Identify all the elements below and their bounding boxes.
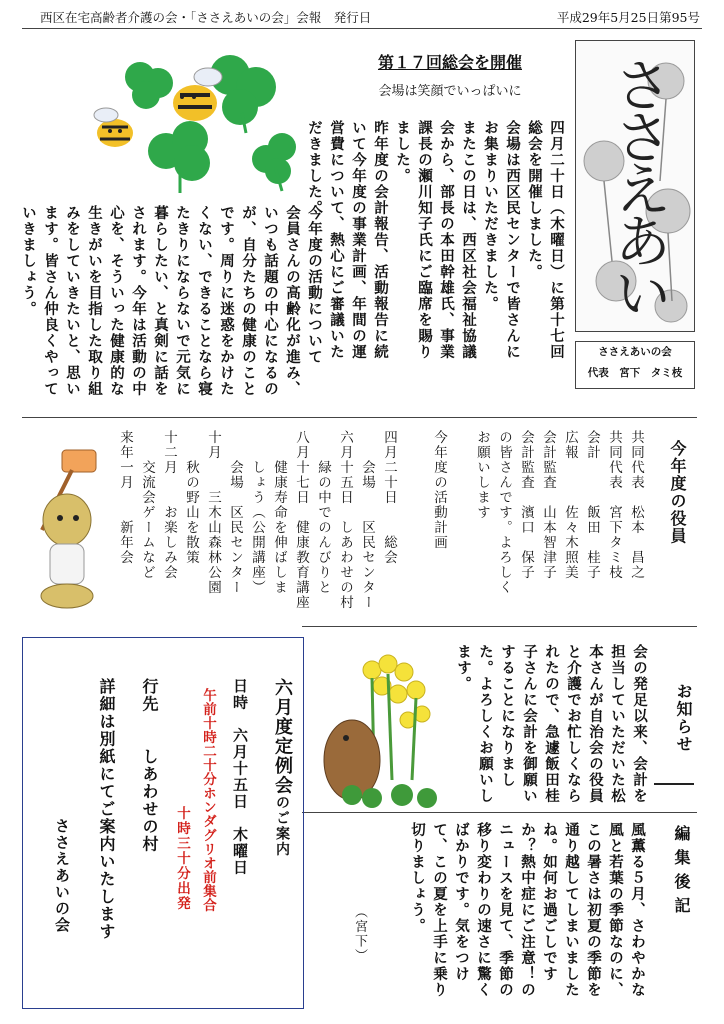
notice-body: 会の発足以来、会計を担当していただいた松本さんが自治会の役員と介護でお忙しくなられたので、急遽飯田桂子さんに会計を御願いすることになりました。よろしくお願いします。: [455, 644, 647, 804]
header-publisher: 西区在宅高齢者介護の会・「ささえあいの会」会報 発行日: [40, 10, 372, 25]
organization-representative: 代表 宮下 タミ枝: [587, 367, 683, 379]
character-illustration: [22, 440, 102, 615]
organization-box: [575, 341, 695, 389]
activity-policy-title: 今年度の活動について: [306, 205, 322, 365]
notice-title: お知らせ: [654, 683, 694, 785]
schedule-line: 交流会ゲームなど: [139, 430, 155, 580]
article-paragraph: 会場は西区民センターで皆さんにお集まりいただきました。: [482, 120, 520, 360]
event-title-main: 六月度定例会: [272, 678, 293, 795]
officer-row: の皆さんです。よろしく: [496, 430, 512, 595]
schedule-line: 来年一月 新年会: [117, 430, 133, 565]
section-divider-1: [22, 417, 697, 418]
schedule-title: 今年度の活動計画: [431, 430, 447, 550]
article-subhead: 会場は笑顔でいっぱいに: [378, 84, 522, 99]
officer-row: 共同代表 松本 昌之: [628, 430, 644, 580]
schedule-line: 十月 三木山森林公園: [205, 430, 221, 595]
masthead-box: [575, 40, 695, 332]
event-title: [253, 678, 293, 998]
event-details: 詳細は別紙にてご案内いたします: [97, 678, 116, 941]
schedule-line: しょう（公開講座）: [249, 430, 265, 595]
event-meet-time: 午前十時二十分ホンダグリオ前集合: [200, 688, 216, 912]
schedule-list: [110, 430, 400, 615]
schedule-line: 秋の野山を散策: [183, 430, 199, 565]
section-divider-3: [302, 812, 697, 813]
article-paragraph: 昨年度の会計報告、活動報告に続いて今年度の事業計画、年間の運営費について、熱心にご審議いただきました。: [306, 120, 388, 360]
schedule-line: 六月十五日 しあわせの村: [337, 430, 353, 610]
event-announcement-box: [22, 637, 304, 1009]
schedule-line: 八月十七日 健康教育講座: [293, 430, 309, 610]
event-title-suffix: のご案内: [274, 795, 290, 857]
article-headline: 第１７回総会を開催: [377, 53, 522, 72]
schedule-line: 十二月 お楽しみ会: [161, 430, 177, 580]
officer-row: 共同代表 宮下タミ枝: [606, 430, 622, 580]
event-date: 日時 六月十五日 木曜日: [231, 678, 249, 876]
editor-note-author: （宮下）: [352, 905, 367, 963]
officers-title: 今年度の役員: [668, 440, 687, 545]
clover-bees-illustration: [70, 55, 300, 195]
masthead-title: ささえあい: [604, 55, 672, 315]
activity-policy: [20, 205, 325, 405]
article-paragraph: またこの日は、西区社会福祉協議会から、部長の本田幹雄氏、事業課長の瀬川知子氏にご臨席を賜りました。: [394, 120, 476, 360]
article-paragraph: 四月二十日（木曜日）に第十七回総会を開催しました。: [526, 120, 564, 360]
event-destination: 行先 しあわせの村: [140, 678, 159, 853]
officer-row: 会計 飯田 桂子: [584, 430, 600, 580]
activity-policy-body: 会員さんの高齢化が進み、いつも話題の中心になるのが、自分たちの健康のことです。周りに迷惑をかけたくない、できることなら寝たきりにならないで元気に暮らしたい、と真剣に話をされます。今年は活動の中心を、そういった健康的な生きがいを目指した取り組みをしていきたいと、思います。皆さん仲良くやっていきましょう。: [20, 205, 300, 397]
schedule-line: 四月二十日 総会: [381, 430, 397, 565]
event-depart-time: 十時三十分出発: [174, 806, 190, 911]
mole-flower-illustration: [312, 650, 462, 810]
officer-row: 会計監査 濱口 保子: [518, 430, 534, 580]
schedule-line: 健康寿命を伸ばしま: [271, 430, 287, 595]
header-issue: 平成29年5月25日第95号: [556, 10, 700, 25]
editor-note-title: 編集後記: [672, 825, 691, 921]
schedule-line: 会場 区民センター: [227, 430, 243, 595]
officer-row: お願いします: [474, 430, 490, 520]
officer-row: 広報 佐々木照美: [562, 430, 578, 580]
header-rule: [22, 28, 702, 29]
officer-row: 会計監査 山本智津子: [540, 430, 556, 580]
officers-list: [462, 430, 647, 605]
section-divider-2: [302, 626, 697, 627]
newsletter-header: [40, 6, 700, 26]
editor-note-body: 風薫る５月、さわやかな風と若葉の季節なのに、この暑さは初夏の季節を通り越してしまいましたね。如何お過ごしですか？熱中症にご注意！のニュースを見て、季節の移り変わりの速さに驚くばかりです。気をつけて、この夏を上手に乗り切りましょう。: [409, 822, 645, 998]
event-signature: ささえあいの会: [53, 818, 71, 934]
schedule-line: 緑の中でのんびりと: [315, 430, 331, 595]
organization-name: ささえあいの会: [598, 346, 672, 358]
schedule-line: 会場 区民センター: [359, 430, 375, 610]
